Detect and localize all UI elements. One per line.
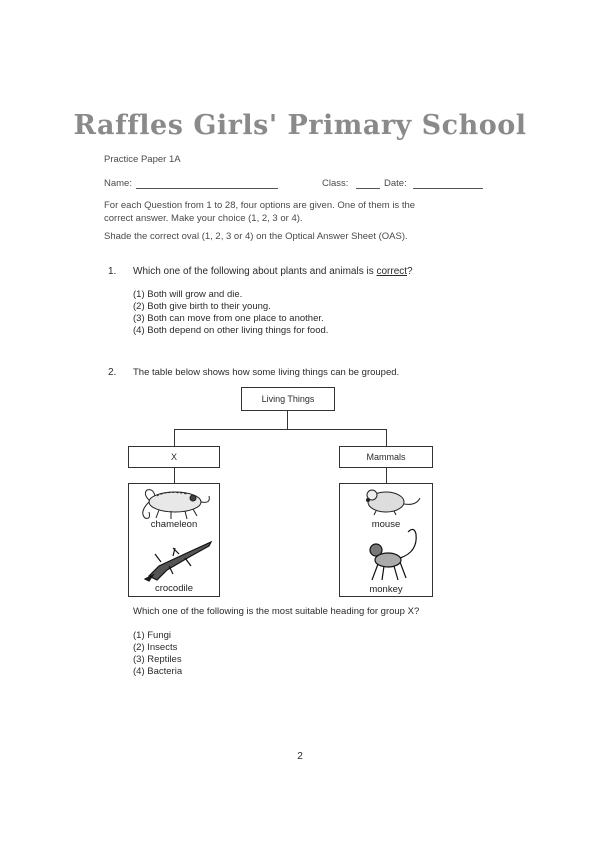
mammals-illustrations xyxy=(340,484,432,596)
diagram-connector xyxy=(287,411,288,429)
q1-option-1[interactable]: (1) Both will grow and die. xyxy=(133,289,243,300)
school-title: Raffles Girls' Primary School xyxy=(73,110,527,141)
q2-question: Which one of the following is the most suitable heading for group X? xyxy=(133,606,420,617)
group-x-illustrations xyxy=(129,484,219,596)
monkey-illustration xyxy=(370,529,416,580)
diagram-mammals-box xyxy=(339,446,433,468)
group-x-panel xyxy=(128,483,220,597)
mouse-illustration xyxy=(367,490,421,515)
q1-number: 1. xyxy=(108,266,117,277)
name-label: Name: xyxy=(104,178,132,189)
q1-option-4[interactable]: (4) Both depend on other living things for food. xyxy=(133,325,329,336)
diagram-connector xyxy=(174,429,175,446)
paper-label: Practice Paper 1A xyxy=(104,154,181,165)
chameleon-illustration xyxy=(143,490,210,519)
diagram-connector xyxy=(174,429,386,430)
q1-question xyxy=(133,265,493,278)
q1-option-3[interactable]: (3) Both can move from one place to another. xyxy=(133,313,324,324)
diagram-connector xyxy=(174,468,175,483)
q1-text-underlined: correct xyxy=(376,266,408,277)
q1-options xyxy=(133,289,328,337)
date-field[interactable] xyxy=(413,188,483,189)
caption-crocodile: crocodile xyxy=(154,583,194,594)
date-label: Date: xyxy=(384,178,407,189)
q2-option-1[interactable]: (1) Fungi xyxy=(133,630,172,641)
diagram-group-x-box xyxy=(128,446,220,468)
crocodile-illustration xyxy=(145,542,211,581)
caption-chameleon: chameleon xyxy=(150,519,198,530)
q2-number: 2. xyxy=(108,367,117,378)
q2-option-4[interactable]: (4) Bacteria xyxy=(133,666,183,677)
page-number: 2 xyxy=(297,751,303,762)
q1-text-before: Which one of the following about plants and animals is xyxy=(133,266,377,277)
class-label: Class: xyxy=(322,178,349,189)
mammals-panel xyxy=(339,483,433,597)
diagram-connector xyxy=(386,429,387,446)
diagram-mammals-label: Mammals xyxy=(366,452,406,462)
q1-option-2[interactable]: (2) Both give birth to their young. xyxy=(133,301,271,312)
caption-mouse: mouse xyxy=(371,519,401,530)
diagram-group-x-label: X xyxy=(170,452,177,462)
instructions-line-1: For each Question from 1 to 28, four options are given. One of them is the xyxy=(104,200,416,211)
instructions-line-3: Shade the correct oval (1, 2, 3 or 4) on the Optical Answer Sheet (OAS). xyxy=(104,231,408,242)
instructions-line-2: correct answer. Make your choice (1, 2, 3 or 4). xyxy=(104,213,303,224)
caption-monkey: monkey xyxy=(369,584,403,595)
diagram-connector xyxy=(386,468,387,483)
q2-options xyxy=(133,630,182,678)
name-field[interactable] xyxy=(136,188,278,189)
diagram-root-label: Living Things xyxy=(261,394,315,404)
class-field[interactable] xyxy=(356,188,380,189)
q1-text-after: ? xyxy=(407,266,413,277)
diagram-root-box xyxy=(241,387,335,411)
q2-text: The table below shows how some living things can be grouped. xyxy=(133,367,400,378)
q2-option-3[interactable]: (3) Reptiles xyxy=(133,654,182,665)
instructions xyxy=(104,199,504,243)
q2-option-2[interactable]: (2) Insects xyxy=(133,642,178,653)
